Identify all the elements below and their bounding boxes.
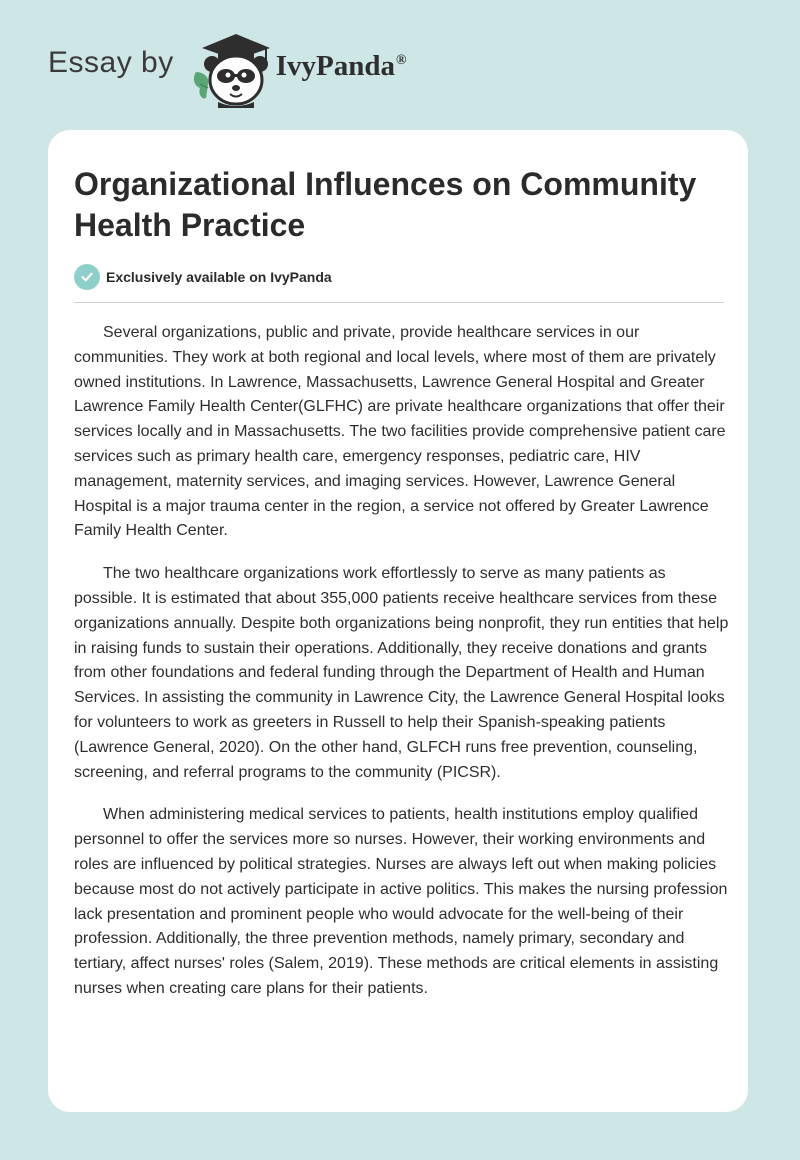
essay-by-label: Essay by [48, 46, 174, 79]
paragraph: Several organizations, public and private, provide healthcare services in our communities. They work at both regional and local levels, where most of them are privately owned institutions. In Lawrence, Massachusetts, Lawrence General Hospital and Greater Lawrence Family Health Center(GLFHC) are private healthcare organizations that offer their services locally and in Massachusetts. The two facilities provide comprehensive patient care services such as primary health care, emergency responses, pediatric care, HIV management, maternity services, and imaging services. However, Lawrence General Hospital is a major trauma center in the region, a service not offered by Greater Lawrence Family Health Center. [74, 324, 726, 540]
paragraph: When administering medical services to patients, health institutions employ qualified personnel to offer the services more so nurses. However, their working environments and roles are influenced by political strategies. Nurses are always left out when making policies because most do not actively participate in active politics. This makes the nursing profession lack presentation and prominent people who would advocate for the well-being of their profession. Additionally, the three prevention methods, namely primary, secondary and tertiary, affect nurses' roles (Salem, 2019). These methods are critical elements in assisting nurses when creating care plans for their patients. [74, 806, 728, 997]
essay-body [74, 321, 729, 1020]
panda-logo-icon[interactable] [188, 28, 272, 108]
exclusive-badge [74, 264, 332, 290]
exclusive-badge-label: Exclusively available on IvyPanda [106, 269, 332, 285]
paragraph: The two healthcare organizations work effortlessly to serve as many patients as possible. It is estimated that about 355,000 patients receive healthcare services from these organizations annually. Despite both organizations being nonprofit, they run entities that help in raising funds to sustain their operations. Additionally, they receive donations and grants from other foundations and federal funding through the Department of Health and Human Services. In assisting the community in Lawrence City, the Lawrence General Hospital looks for volunteers to work as greeters in Russell to help their Spanish-speaking patients (Lawrence General, 2020). On the other hand, GLFCH runs free prevention, counseling, screening, and referral programs to the community (PICSR). [74, 565, 729, 781]
site-header [48, 28, 406, 108]
check-icon [74, 264, 100, 290]
brand-name[interactable]: IvyPanda® [275, 49, 407, 82]
divider [74, 302, 724, 303]
page-title: Organizational Influences on Community Health Practice [74, 166, 697, 243]
essay-card [48, 130, 748, 1112]
